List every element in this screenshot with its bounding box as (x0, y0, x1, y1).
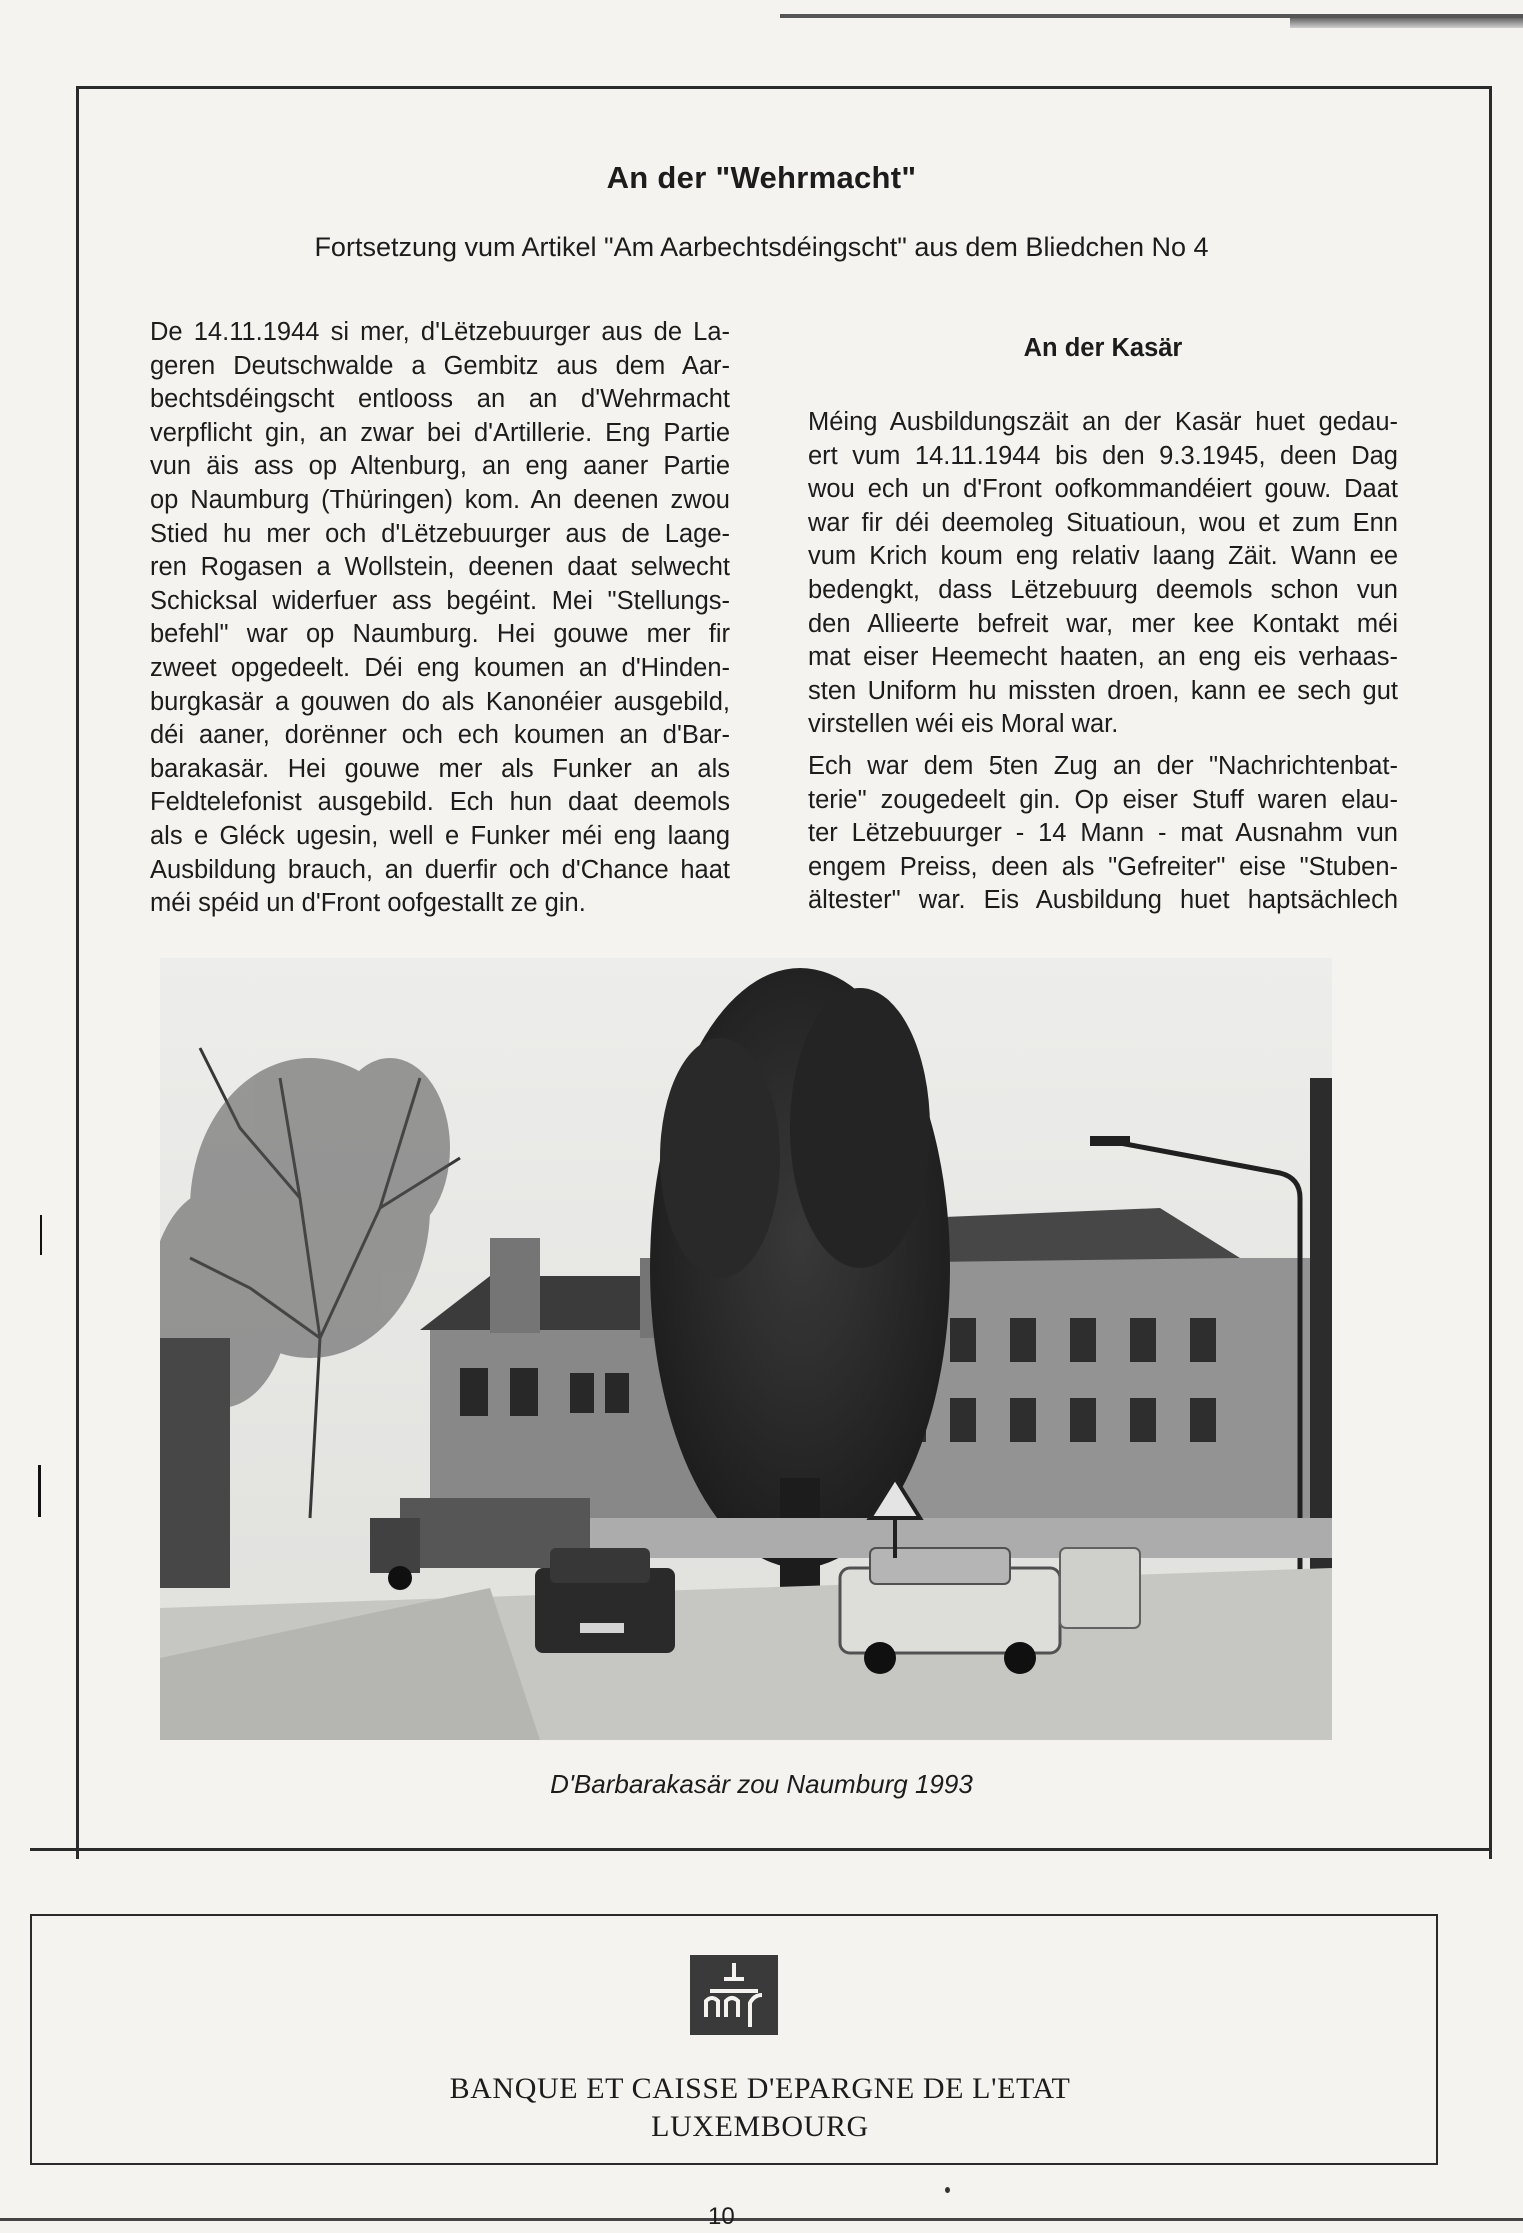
text-line: den Allieerte befreit war, mer kee Kontakt méi (808, 609, 1398, 638)
text-line: befehl" war op Naumburg. Hei gouwe mer fir (150, 620, 730, 649)
bank-name-line: BANQUE ET CAISSE D'EPARGNE DE L'ETAT (449, 2072, 1071, 2105)
text-line: verpflicht gin, an zwar bei d'Artillerie. Eng Partie (150, 418, 730, 447)
page-number: 10 (708, 2203, 735, 2230)
text-line: sten Uniform hu missten droen, kann ee sech gut (808, 676, 1398, 705)
text-line: terie" zougedeelt gin. Op eiser Stuff waren elau- (808, 785, 1398, 814)
text-line: De 14.11.1944 si mer, d'Lëtzebuurger aus de La- (150, 318, 730, 346)
article-subtitle: Fortsetzung vum Artikel "Am Aarbechtsdéingscht" aus dem Bliedchen No 4 (314, 232, 1209, 262)
margin-mark (40, 1215, 42, 1255)
scan-edge-shadow (1290, 18, 1523, 28)
text-line: vum Krich koum eng relativ laang Zäit. Wann ee (808, 542, 1398, 571)
text-line: war fir déi deemoleg Situatioun, wou et zum Enn (808, 508, 1398, 537)
bank-name-line: LUXEMBOURG (651, 2110, 869, 2143)
text-line: als e Gléck ugesin, well e Funker méi eng laang (150, 821, 730, 850)
text-line: ältester" war. Eis Ausbildung huet haptsächlech (808, 886, 1398, 915)
section-heading: An der Kasär (1023, 334, 1183, 362)
text-line: vun äis ass op Altenburg, an eng aaner Partie (150, 452, 730, 481)
barracks-photo (160, 958, 1332, 1740)
text-line: déi aaner, dorënner och ech koumen an d'Bar- (150, 721, 730, 750)
text-line: Ausbildung brauch, an duerfir och d'Chance haat (150, 855, 730, 884)
right-column-paragraph-1 (808, 406, 1398, 742)
margin-mark (38, 1465, 41, 1517)
text-line: bechtsdéingscht entlooss an an d'Wehrmacht (150, 385, 730, 414)
text-line: Ech war dem 5ten Zug an der "Nachrichtenbat- (808, 752, 1398, 780)
scan-speck (945, 2187, 950, 2193)
text-line: méi spéid un d'Front oofgestallt ze gin. (150, 889, 586, 918)
text-line: engem Preiss, deen als "Gefreiter" eise "Stuben- (808, 852, 1398, 881)
text-line: Méing Ausbildungszäit an der Kasär huet gedau- (808, 408, 1398, 436)
text-line: bedengkt, dass Lëtzebuurg deemols schon vun (808, 575, 1398, 604)
text-line: ert vum 14.11.1944 bis den 9.3.1945, deen Dag (808, 441, 1398, 470)
text-line: Feldtelefonist ausgebild. Ech hun daat deemols (150, 788, 730, 817)
text-line: mat eiser Heemecht haaten, an eng eis verhaas- (808, 643, 1398, 672)
photo-caption: D'Barbarakasär zou Naumburg 1993 (550, 1769, 973, 1799)
bank-name (0, 2070, 1520, 2146)
left-column (150, 316, 730, 921)
text-line: Stied hu mer och d'Lëtzebuurger aus de Lage- (150, 519, 730, 548)
text-line: ter Lëtzebuurger - 14 Mann - mat Ausnahm vun (808, 819, 1398, 848)
article-title: An der "Wehrmacht" (606, 160, 917, 195)
text-line: op Naumburg (Thüringen) kom. An deenen zwou (150, 485, 730, 514)
right-column-paragraph-2 (808, 750, 1398, 918)
text-line: Schicksal widerfuer ass begéint. Mei "Stellungs- (150, 586, 730, 615)
text-line: zweet opgedeelt. Déi eng koumen an d'Hinden- (150, 653, 730, 682)
text-line: geren Deutschwalde a Gembitz aus dem Aar- (150, 351, 730, 380)
article-frame-bottom (30, 1848, 1489, 1851)
text-line: burgkasär a gouwen do als Kanonéier ausgebild, (150, 687, 730, 716)
text-line: wou ech un d'Front oofkommandéiert gouw. Daat (808, 475, 1398, 504)
text-line: ren Rogasen a Wollstein, deenen daat selwecht (150, 553, 730, 582)
text-line: virstellen wéi eis Moral war. (808, 710, 1119, 739)
bank-logo (690, 1955, 778, 2035)
page-bottom-line (0, 2218, 1523, 2221)
text-line: barakasär. Hei gouwe mer als Funker an als (150, 754, 730, 783)
